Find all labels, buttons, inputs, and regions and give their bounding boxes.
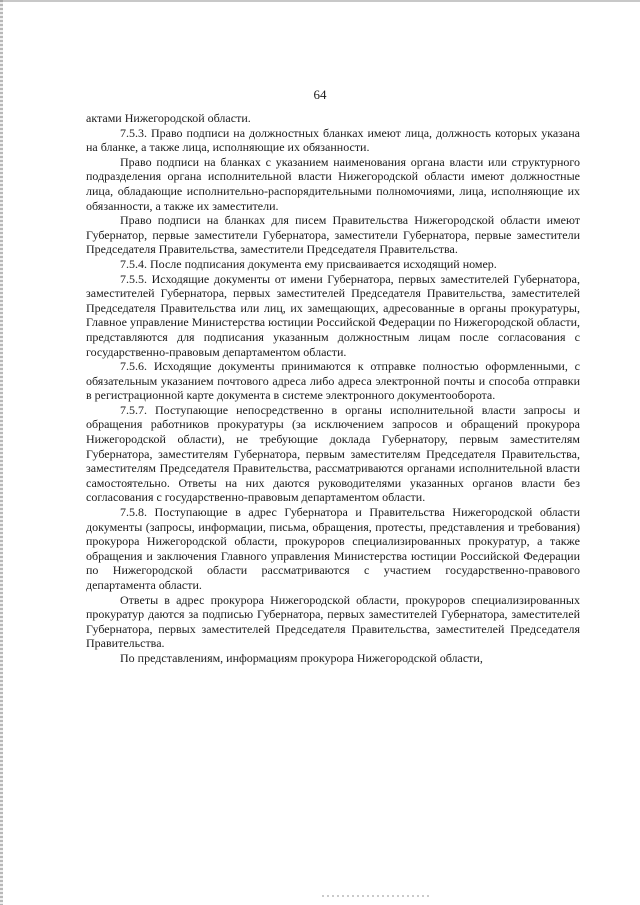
scan-artifact-bottom xyxy=(322,895,432,897)
paragraph-7-5-8: 7.5.8. Поступающие в адрес Губернатора и Правительства Нижегородской области документы (запросы, информации, письма, обращения, протесты, представления и требования) прокурора Нижегородской области, прокуроров специализированных прокуратур, а также обращения и заключения Главного управления Министерства юстиции Российской Федерации по Нижегородской области рассматриваются с участием государственно-правового департамента области. xyxy=(86,505,580,592)
paragraph-7-5-4: 7.5.4. После подписания документа ему присваивается исходящий номер. xyxy=(120,256,497,271)
scan-edge-left xyxy=(0,0,3,905)
scan-edge-top xyxy=(0,0,640,2)
paragraph-7-5-6: 7.5.6. Исходящие документы принимаются к отправке полностью оформленными, с обязательным указанием почтового адреса либо адреса электронной почты и способа отправки в регистрационной карте документа в системе электронного документооборота. xyxy=(86,359,580,403)
paragraph-7-5-3: 7.5.3. Право подписи на должностных бланках имеют лица, должность которых указана на бланке, а также лица, исполняющие их обязанности. xyxy=(86,125,580,155)
paragraph-7-5-5: 7.5.5. Исходящие документы от имени Губернатора, первых заместителей Губернатора, заместителей Губернатора, первых заместителей Председателя Правительства, заместителей Председателя Правительства или лиц, их замещающих, адресованные в органы прокуратуры, Главное управление Министерства юстиции Российской Федерации по Нижегородской области, представляются для подписания указанным должностным лицам после согласования с государственно-правовым департаментом области. xyxy=(86,271,580,359)
paragraph-answers: Ответы в адрес прокурора Нижегородской области, прокуроров специализированных прокуратур даются за подписью Губернатора, первых заместителей Губернатора, заместителей Губернатора, первых заместителей Председателя Правительства, заместителей Председателя Правительства. xyxy=(86,592,580,651)
document-body xyxy=(86,111,580,666)
page-number: 64 xyxy=(313,87,327,102)
paragraph-7-5-7: 7.5.7. Поступающие непосредственно в органы исполнительной власти запросы и обращения работников прокуратуры (за исключением запросов и обращений прокурора Нижегородской области), не требующие доклада Губернатору, первым заместителям Губернатора, заместителям Губернатора, первым заместителям Председателя Правительства, заместителям Председателя Правительства, рассматриваются органами исполнительной власти самостоятельно. Ответы на них даются руководителями указанных органов власти без согласования с государственно-правовым департаментом области. xyxy=(86,402,580,505)
paragraph-continuation: актами Нижегородской области. xyxy=(86,111,251,125)
paragraph-signature-right-blanks: Право подписи на бланках с указанием наименования органа власти или структурного подразделения органа исполнительной власти Нижегородской области имеют должностные лица, обладающие исполнительно-распорядительными полномочиями, лица, исполняющие их обязанности, а также их заместители. xyxy=(86,154,580,213)
paragraph-signature-right-letters: Право подписи на бланках для писем Правительства Нижегородской области имеют Губернатор, первые заместители Губернатора, заместители Губернатора, первые заместители Председателя Правительства, заместители Председателя Правительства. xyxy=(86,213,580,257)
paragraph-representations: По представлениям, информациям прокурора Нижегородской области, xyxy=(120,650,483,665)
